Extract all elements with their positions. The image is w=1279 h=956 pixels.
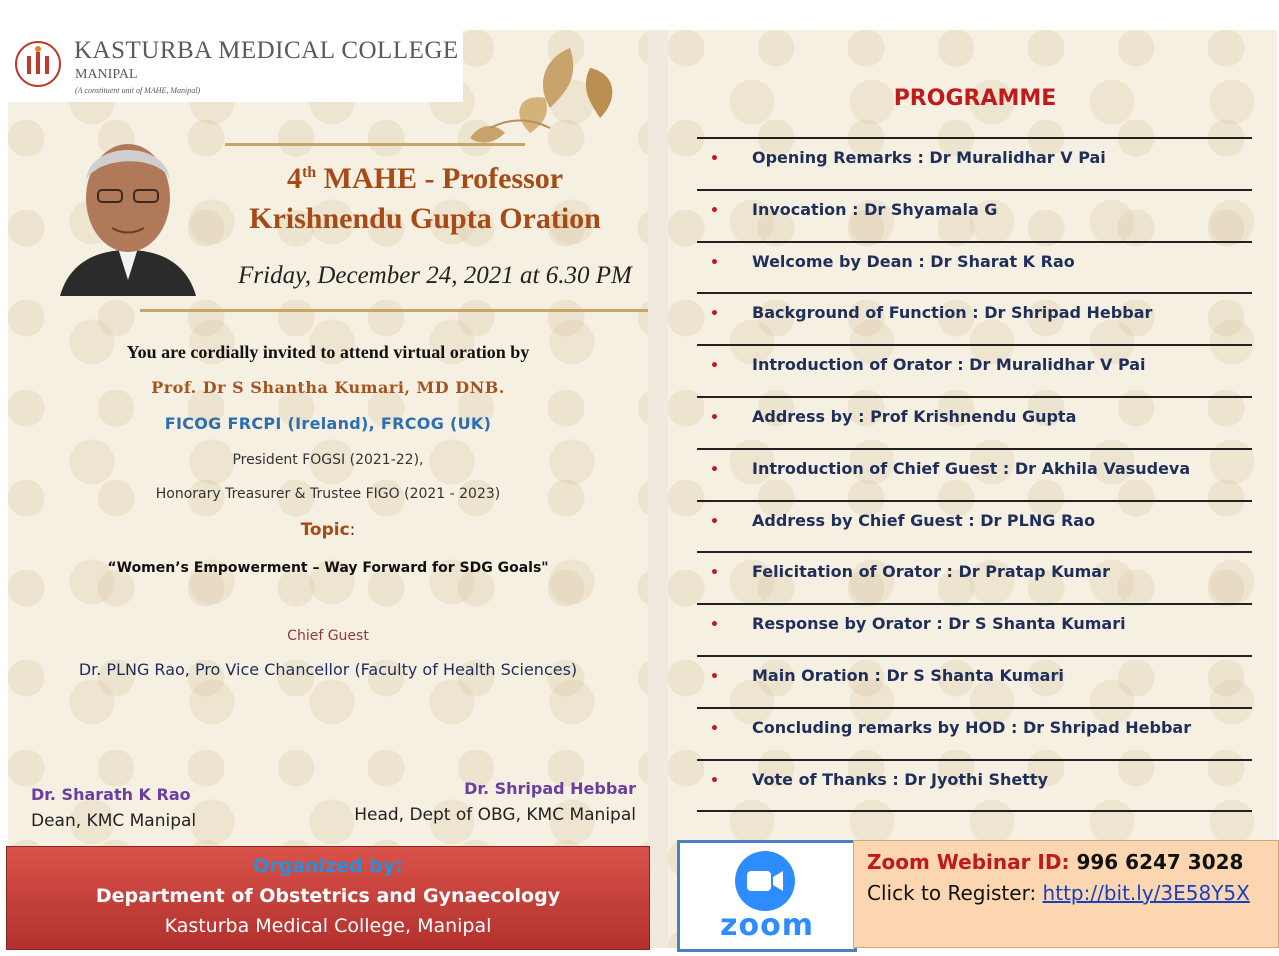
oration-title-line1: 4th MAHE - Professor: [286, 162, 564, 195]
bullet-icon: •: [710, 773, 719, 789]
programme-item: [710, 355, 1250, 374]
programme-item-text: Address by Chief Guest : Dr PLNG Rao: [752, 511, 1096, 530]
orator-qualifications: FICOG FRCPI (Ireland), FRCOG (UK): [164, 414, 492, 433]
programme-item: [710, 718, 1250, 737]
programme-item: [710, 511, 1250, 530]
programme-divider: [697, 759, 1252, 761]
programme-item: [710, 407, 1250, 426]
programme-divider: [697, 810, 1252, 812]
programme-item-text: Background of Function : Dr Shripad Hebbar: [752, 303, 1153, 322]
constituent-note: (A constituent unit of MAHE, Manipal): [75, 86, 201, 95]
register-link[interactable]: http://bit.ly/3E58Y5X: [1042, 881, 1250, 905]
register-line: Click to Register: http://bit.ly/3E58Y5X: [867, 881, 1250, 905]
college-name: KASTURBA MEDICAL COLLEGE: [74, 37, 459, 64]
programme-item-text: Vote of Thanks : Dr Jyothi Shetty: [752, 770, 1048, 789]
bullet-icon: •: [710, 462, 719, 478]
programme-item-text: Introduction of Orator : Dr Muralidhar V Pai: [752, 355, 1146, 374]
programme-item-text: Main Oration : Dr S Shanta Kumari: [752, 666, 1064, 685]
bullet-icon: •: [710, 514, 719, 530]
chief-guest-name: Dr. PLNG Rao, Pro Vice Chancellor (Faculty of Health Sciences): [78, 660, 578, 679]
organizer-college: Kasturba Medical College, Manipal: [164, 915, 492, 937]
bullet-icon: •: [710, 358, 719, 374]
programme-divider: [697, 603, 1252, 605]
bullet-icon: •: [710, 203, 719, 219]
gold-leaves-icon: [450, 38, 620, 150]
programme-item-text: Welcome by Dean : Dr Sharat K Rao: [752, 252, 1075, 271]
orator-treasurer-role: Honorary Treasurer & Trustee FIGO (2021 - 2023): [155, 486, 501, 502]
bullet-icon: •: [710, 410, 719, 426]
orator-president-role: President FOGSI (2021-22),: [232, 452, 424, 468]
programme-divider: [697, 292, 1252, 294]
programme-item-text: Response by Orator : Dr S Shanta Kumari: [752, 614, 1126, 633]
programme-item-text: Concluding remarks by HOD : Dr Shripad Hebbar: [752, 718, 1192, 737]
panel-divider: [648, 30, 668, 948]
title-rule-bottom: [140, 309, 648, 312]
programme-item: [710, 459, 1250, 478]
programme-divider: [697, 655, 1252, 657]
bullet-icon: •: [710, 151, 719, 167]
organizer-banner: [6, 846, 650, 950]
programme-item: [710, 614, 1250, 633]
dean-role: Dean, KMC Manipal: [31, 811, 197, 831]
bullet-icon: •: [710, 721, 719, 737]
programme-item: [710, 252, 1250, 271]
bullet-icon: •: [710, 669, 719, 685]
oration-title-line2: Krishnendu Gupta Oration: [249, 202, 601, 235]
programme-divider: [697, 241, 1252, 243]
oration-datetime: Friday, December 24, 2021 at 6.30 PM: [238, 262, 632, 289]
invite-text: You are cordially invited to attend virtual oration by: [126, 342, 530, 362]
programme-divider: [697, 189, 1252, 191]
bullet-icon: •: [710, 306, 719, 322]
programme-divider: [697, 137, 1252, 139]
zoom-wordmark: zoom: [720, 908, 814, 943]
orator-name: Prof. Dr S Shantha Kumari, MD DNB.: [151, 378, 505, 397]
bullet-icon: •: [710, 255, 719, 271]
programme-divider: [697, 396, 1252, 398]
programme-divider: [697, 500, 1252, 502]
programme-divider: [697, 551, 1252, 553]
dean-name: Dr. Sharath K Rao: [31, 785, 191, 804]
programme-item: [710, 148, 1250, 167]
organizer-department: Department of Obstetrics and Gynaecology: [95, 885, 561, 907]
hod-name: Dr. Shripad Hebbar: [464, 779, 636, 798]
programme-item-text: Opening Remarks : Dr Muralidhar V Pai: [752, 148, 1106, 167]
organized-by-label: Organized by:: [253, 855, 403, 877]
college-location: MANIPAL: [75, 67, 138, 82]
programme-item: [710, 562, 1250, 581]
programme-divider: [697, 448, 1252, 450]
programme-item: [710, 200, 1250, 219]
zoom-camera-icon: [734, 850, 796, 912]
title-rule-top: [225, 143, 525, 146]
bullet-icon: •: [710, 565, 719, 581]
programme-item-text: Address by : Prof Krishnendu Gupta: [752, 407, 1077, 426]
programme-item-text: Invocation : Dr Shyamala G: [752, 200, 998, 219]
topic-text: “Women’s Empowerment – Way Forward for SDG Goals": [107, 560, 549, 576]
speaker-portrait: [60, 120, 196, 296]
programme-item: [710, 666, 1250, 685]
topic-label: Topic:: [300, 520, 356, 540]
programme-divider: [697, 707, 1252, 709]
chief-guest-label: Chief Guest: [287, 628, 369, 644]
bullet-icon: •: [710, 617, 719, 633]
programme-item: [710, 303, 1250, 322]
programme-title: PROGRAMME: [893, 86, 1057, 111]
zoom-webinar-id: Zoom Webinar ID: 996 6247 3028: [867, 850, 1244, 874]
programme-item-text: Introduction of Chief Guest : Dr Akhila Vasudeva: [752, 459, 1191, 478]
programme-item: [710, 770, 1250, 789]
programme-item-text: Felicitation of Orator : Dr Pratap Kumar: [752, 562, 1110, 581]
kmc-logo-icon: [14, 40, 62, 88]
hod-role: Head, Dept of OBG, KMC Manipal: [354, 805, 636, 825]
programme-divider: [697, 344, 1252, 346]
